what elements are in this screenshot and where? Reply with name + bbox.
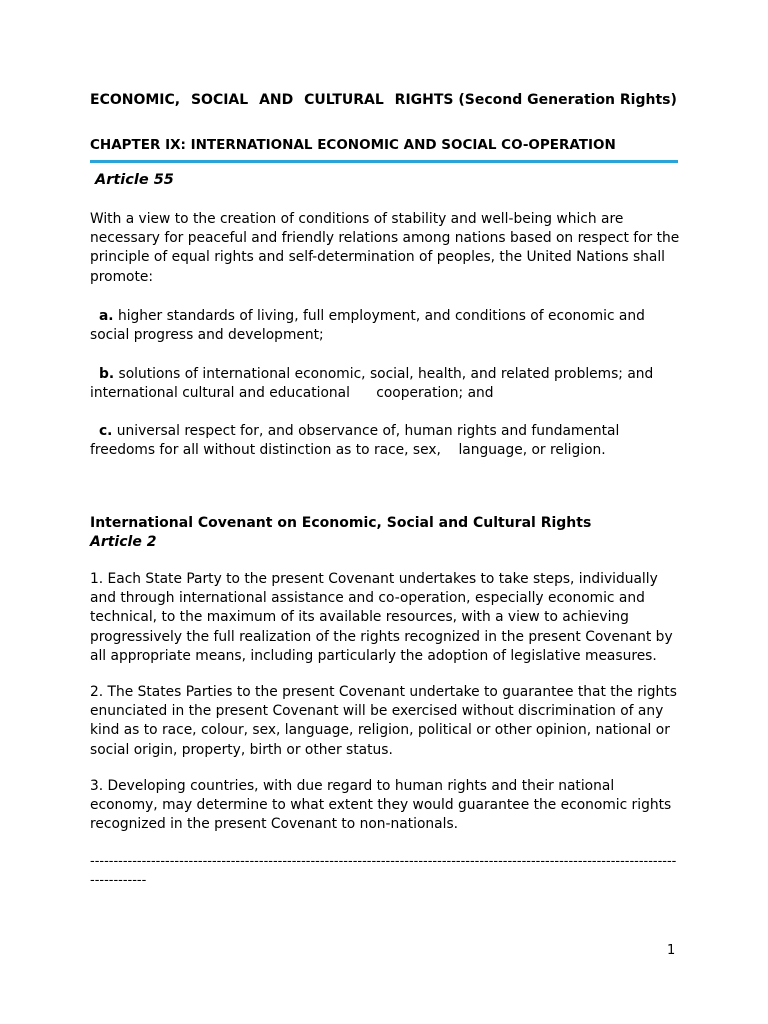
- covenant-paragraph-1: 1. Each State Party to the present Covenant undertakes to take steps, individually and through international assistance and co-operation, especially economic and technical, to the maximum of its available resources, with a view to achieving progressively the full realization of the rights recognized in the present Covenant by all appropriate means, including particularly the adoption of legislative measures.: [90, 571, 673, 664]
- article-55-heading: Article 55: [95, 172, 174, 188]
- page-number: 1: [667, 943, 676, 958]
- chapter-heading: CHAPTER IX: INTERNATIONAL ECONOMIC AND SOCIAL CO-OPERATION: [90, 137, 616, 153]
- covenant-paragraph-3: 3. Developing countries, with due regard to human rights and their national economy, may determine to what extent they would guarantee the economic rights recognized in the present Covenant to non-nationals.: [90, 778, 672, 833]
- covenant-title: International Covenant on Economic, Social and Cultural Rights: [90, 515, 592, 531]
- article-55-item-b: [90, 365, 680, 403]
- item-label: c.: [99, 423, 113, 439]
- document-title: [90, 92, 680, 108]
- item-label: b.: [99, 366, 115, 382]
- covenant-article-heading: Article 2: [90, 534, 157, 550]
- covenant-heading: [90, 514, 680, 552]
- title-main: ECONOMIC, SOCIAL AND CULTURAL RIGHTS: [90, 92, 454, 108]
- item-text: solutions of international economic, social, health, and related problems; and international cultural and educational cooperation; and: [90, 366, 658, 402]
- article-55-item-c: [90, 422, 680, 460]
- article-55-intro: With a view to the creation of conditions of stability and well-being which are necessary for peaceful and friendly relations among nations based on respect for the principle of equal rights and self-determination of peoples, the United Nations shall promote:: [90, 211, 680, 285]
- item-text: universal respect for, and observance of, human rights and fundamental freedoms for all without distinction as to race, sex, language, or religion.: [90, 423, 624, 459]
- title-parenthetical: (Second Generation Rights): [458, 92, 677, 108]
- covenant-paragraph-2: 2. The States Parties to the present Covenant undertake to guarantee that the rights enunciated in the present Covenant will be exercised without discrimination of any kind as to race, colour, sex, language, religion, political or other opinion, national or social origin, property, birth or other status.: [90, 684, 677, 758]
- item-text: higher standards of living, full employment, and conditions of economic and social progress and development;: [90, 308, 645, 344]
- item-label: a.: [99, 308, 114, 324]
- article-55-item-a: [90, 307, 680, 345]
- dashed-separator: -----------------------------------------------------------------------------------------------------------------------------------------: [90, 854, 677, 888]
- heading-divider: [90, 160, 678, 163]
